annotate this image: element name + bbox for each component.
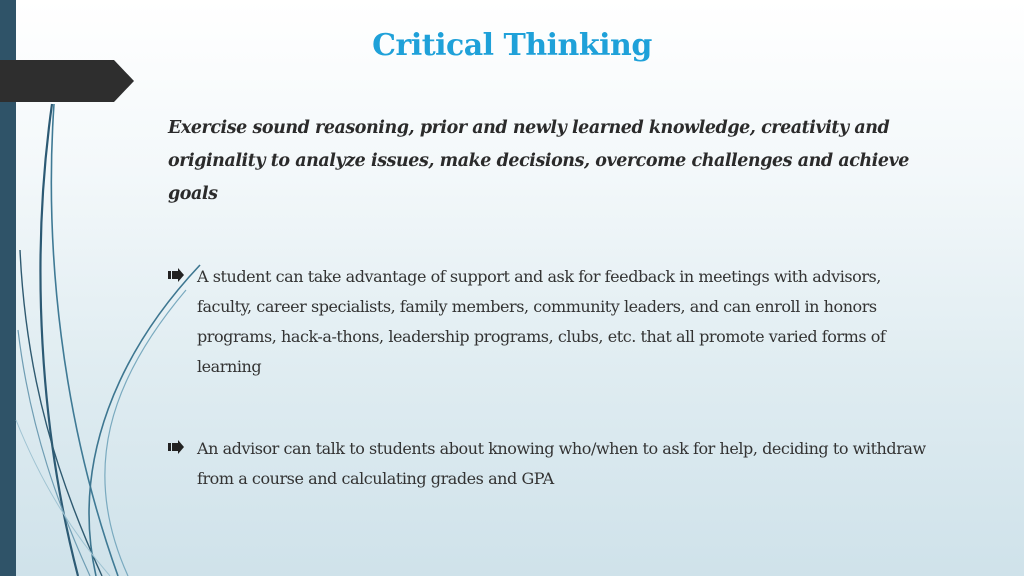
bullet-text: A student can take advantage of support and ask for feedback in meetings with advisors, faculty, career specialists, family members, community leaders, and can enroll in honors programs, hack-a-thons, leadership programs, clubs, etc. that all promote varied forms of learning [197, 267, 886, 376]
arrow-right-icon [168, 268, 184, 282]
bullet-item-student [168, 262, 928, 382]
bullet-text: An advisor can talk to students about knowing who/when to ask for help, deciding to withdraw from a course and calculating grades and GPA [197, 439, 926, 488]
bullet-item-advisor [168, 434, 928, 494]
bullet-list [168, 262, 928, 494]
subtitle-text: Exercise sound reasoning, prior and newly learned knowledge, creativity and originality to analyze issues, make decisions, overcome challenges and achieve goals [168, 118, 909, 204]
page-title: Critical Thinking [372, 28, 652, 63]
title-tab-shape [0, 60, 134, 102]
arrow-right-icon [168, 440, 184, 454]
